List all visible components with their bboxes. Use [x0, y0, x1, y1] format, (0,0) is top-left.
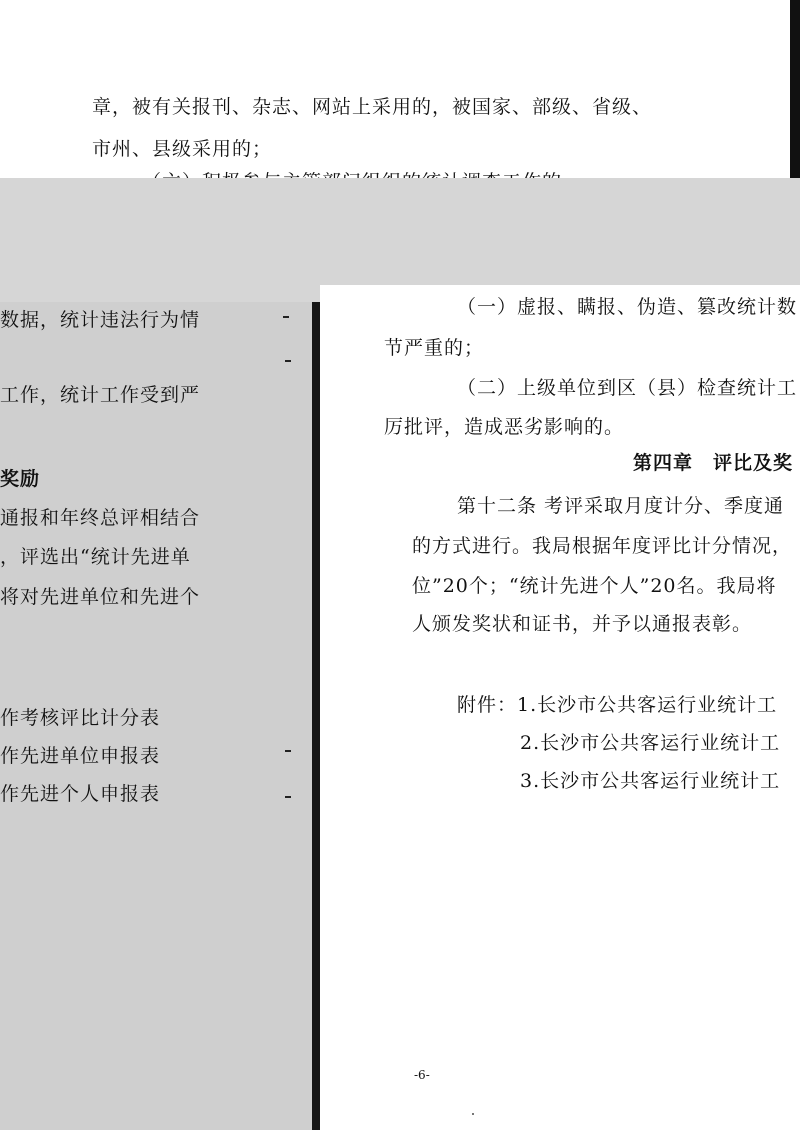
left-attach-2: 作先进单位申报表	[0, 745, 161, 767]
attachment-3: 3.长沙市公共客运行业统计工	[520, 770, 781, 792]
left-heading: 奖励	[0, 468, 41, 490]
right-line-8: 人颁发奖状和证书，并予以通报表彰。	[412, 613, 753, 635]
scan-speck	[472, 1113, 474, 1115]
left-attach-1: 作考核评比计分表	[0, 707, 161, 729]
attachment-2: 2.长沙市公共客运行业统计工	[520, 732, 781, 754]
chapter-heading: 第四章 评比及奖	[633, 452, 794, 474]
left-line-4: ，评选出“统计先进单	[0, 546, 191, 568]
scan-mark	[285, 796, 291, 798]
left-attach-3: 作先进个人申报表	[0, 783, 161, 805]
right-line-1: （一）虚报、瞒报、伪造、篡改统计数	[457, 296, 798, 318]
right-line-6: 的方式进行。我局根据年度评比计分情况，	[412, 535, 793, 557]
right-line-5: 第十二条 考评采取月度计分、季度通	[457, 495, 785, 517]
scan-mark	[285, 750, 291, 752]
top-line-1: 章，被有关报刊、杂志、网站上采用的，被国家、部级、省级、	[92, 96, 653, 118]
top-line-2: 市州、县级采用的；	[92, 138, 273, 160]
top-edge-bar	[790, 0, 800, 180]
top-page	[0, 0, 800, 200]
scan-mark	[283, 316, 289, 318]
attachment-1: 附件：1.长沙市公共客运行业统计工	[457, 694, 778, 716]
right-line-4: 厉批评，造成恶劣影响的。	[384, 416, 625, 438]
scan-mark	[285, 360, 291, 362]
right-line-2: 节严重的；	[384, 337, 485, 359]
page-number: -6-	[414, 1068, 430, 1082]
left-line-1: 数据，统计违法行为情	[0, 309, 201, 331]
right-line-7: 位”20个；“统计先进个人”20名。我局将	[412, 575, 777, 597]
right-line-3: （二）上级单位到区（县）检查统计工	[457, 377, 798, 399]
left-page	[0, 302, 312, 1130]
left-line-3: 通报和年终总评相结合	[0, 507, 201, 529]
right-page	[320, 285, 800, 1130]
left-line-5: 将对先进单位和先进个	[0, 586, 201, 608]
left-line-2: 工作，统计工作受到严	[0, 384, 201, 406]
book-spine	[312, 302, 320, 1130]
